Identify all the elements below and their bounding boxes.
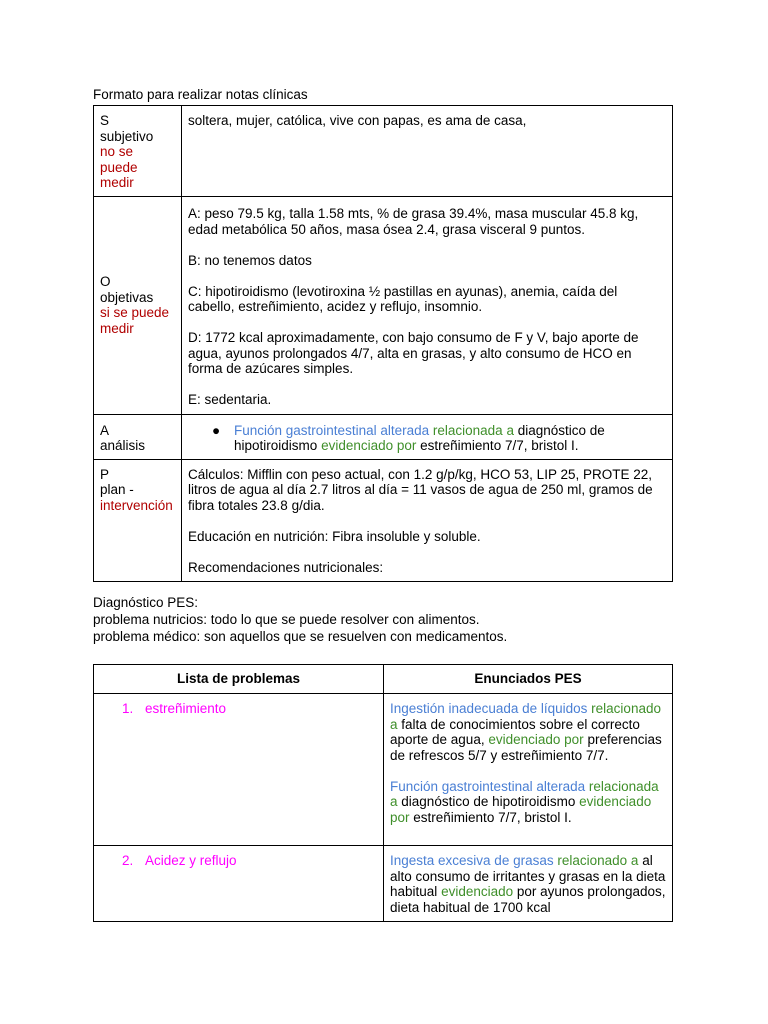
problem-name: estreñimiento [145,701,227,716]
objective-paragraph-d: D: 1772 kcal aproximadamente, con bajo consumo de F y V, bajo aporte de agua, ayunos prolongados 4/7, alta en grasas, y alto consumo de HCO en forma de azúcares simples. [188,330,639,376]
problem-name: Acidez y reflujo [145,853,237,868]
pes-relation-label: relacionada a [432,422,514,438]
soap-content-cell [182,106,673,197]
soap-section-name: análisis [100,438,146,453]
pes-heading: Diagnóstico PES: [93,595,199,610]
pes-statement [390,779,666,826]
pes-problem: Ingesta excesiva de grasas [390,853,554,868]
problem-item [100,853,377,869]
soap-note: intervención [100,497,173,513]
pes-cell [384,846,673,922]
pes-problem: Ingestión inadecuada de líquidos [390,701,588,716]
table-row [94,846,673,922]
problem-number: 1. [122,701,134,716]
objective-paragraph-c: C: hipotiroidismo (levotiroxina ½ pastillas en ayunas), anemia, caída del cabello, estreñimiento, acidez y reflujo, insomnio. [188,283,618,314]
soap-content-cell [182,414,673,459]
plan-calculations: Cálculos: Mifflin con peso actual, con 1.2 g/p/kg, HCO 53, LIP 25, PROTE 22, litros de agua al día 2.7 litros al día = 11 vasos de agua de 250 ml, gramos de fibra totales 23.8 g/dia. [188,466,653,513]
plan-education: Educación en nutrición: Fibra insoluble y soluble. [188,528,481,544]
pes-notes [93,594,507,645]
objective-paragraph-b: B: no tenemos datos [188,252,312,268]
soap-content-cell [182,197,673,415]
table-row [94,694,673,846]
pes-signs: estreñimiento 7/7, bristol I. [420,438,579,453]
soap-row-p [94,459,673,581]
objective-paragraph-a: A: peso 79.5 kg, talla 1.58 mts, % de grasa 39.4%, masa muscular 45.8 kg, edad metabólica 50 años, masa ósea 2.4, grasa visceral 9 puntos. [188,206,639,237]
plan-recommendations: Recomendaciones nutricionales: [188,559,384,575]
problem-cell [94,694,384,846]
soap-letter: S [100,113,110,128]
page-title: Formato para realizar notas clínicas [93,87,308,102]
pes-evidence-label: evidenciado por [321,438,417,453]
pes-relation-label: relacionada a [390,778,659,809]
problem-cell [94,846,384,922]
pes-etiology: diagnóstico de hipotiroidismo [401,794,576,809]
pes-etiology: al alto consumo de irritantes y grasas en la dieta habitual [390,853,666,899]
soap-note: no se puede medir [100,144,138,190]
problem-number: 2. [122,853,134,868]
soap-section-name: plan - [100,482,134,497]
pes-note-nutritional: problema nutricios: todo lo que se puede resolver con alimentos. [93,612,480,627]
pes-signs: por ayunos prolongados, dieta habitual de 1700 kcal [390,884,666,915]
soap-label-cell [94,414,182,459]
problems-header-row [94,665,673,694]
soap-label-cell [94,106,182,197]
pes-etiology: diagnóstico de hipotiroidismo [234,422,605,453]
pes-evidence-label: evidenciado por [488,732,584,747]
pes-signs: estreñimiento 7/7, bristol I. [413,809,572,825]
soap-row-a [94,414,673,459]
pes-relation-label: relacionado a [557,853,639,868]
pes-note-medical: problema médico: son aquellos que se resuelven con medicamentos. [93,629,508,644]
pes-evidence-label: evidenciado [441,884,514,899]
bullet-icon: ● [212,422,221,438]
objective-paragraph-e: E: sedentaria. [188,392,272,407]
analysis-bullet-item [212,423,666,454]
soap-label-cell [94,197,182,415]
pes-statement [390,701,666,763]
soap-letter: P [100,466,110,482]
pes-evidence-label: evidenciado por [390,794,652,825]
soap-letter: O [100,274,111,290]
soap-label-cell [94,459,182,581]
soap-note: si se puede medir [100,305,170,336]
analysis-statement [234,423,666,454]
subjective-text: soltera, mujer, católica, vive con papas, es ama de casa, [188,113,527,128]
pes-signs: preferencias de refrescos 5/7 y estreñimiento 7/7. [390,732,662,763]
soap-letter: A [100,422,110,438]
column-header-problems: Lista de problemas [94,665,384,694]
soap-table [93,105,673,582]
pes-problem: Función gastrointestinal alterada [234,422,430,438]
problem-item [100,701,377,717]
soap-content-cell [182,459,673,581]
pes-relation-label: relacionado a [390,701,661,732]
pes-cell [384,694,673,846]
column-header-pes: Enunciados PES [384,665,673,694]
problems-table [93,664,673,922]
soap-section-name: subjetivo [100,128,154,144]
soap-row-s [94,106,673,197]
soap-section-name: objetivas [100,289,154,305]
soap-row-o [94,197,673,415]
pes-etiology: falta de conocimientos sobre el correcto aporte de agua, [390,716,640,747]
pes-statement [390,853,666,915]
pes-problem: Función gastrointestinal alterada [390,778,586,794]
